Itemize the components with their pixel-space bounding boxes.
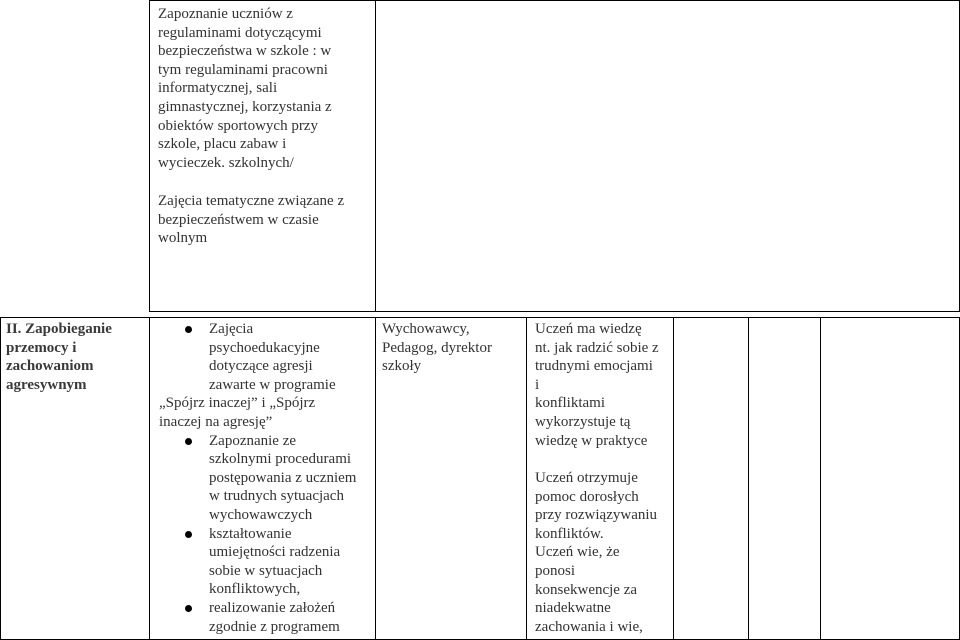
text-line: informatycznej, sali (158, 80, 278, 97)
text-line: bezpieczeństwa w szkole : w (158, 43, 332, 60)
text-line: pomoc dorosłych (535, 488, 639, 505)
list-item-line: Zajęcia (209, 321, 254, 337)
list-item-line: inaczej na agresję” (159, 413, 273, 430)
list-item-line: kształtowanie (209, 525, 292, 542)
row1-cell-right-blank (375, 0, 960, 312)
list-item (159, 320, 371, 394)
list-item-line: Zapoznanie ze (209, 432, 297, 449)
text-line: konfliktów. (535, 525, 604, 542)
list-item-line: sobie w sytuacjach (209, 562, 323, 579)
row1-activities-text (158, 5, 332, 172)
text-line: Uczeń ma wiedzę (535, 321, 642, 337)
row2-cell-blank-3 (820, 317, 960, 640)
text-line: zachowania i wie, (535, 618, 643, 635)
list-item-line: realizowanie założeń (209, 599, 336, 616)
bullet-icon (185, 531, 192, 538)
row1-activities-text-b (158, 192, 344, 248)
text-line: ponosi (535, 562, 576, 579)
text-line: regulaminami dotyczącymi (158, 24, 322, 41)
row2-cell-blank-2 (748, 317, 821, 640)
text-line: szkole, placu zabaw i (158, 136, 287, 153)
row2-outcomes-text-b (535, 469, 657, 636)
list-item-line: konfliktowych, (209, 581, 301, 598)
list-item-line: umiejętności radzenia (209, 544, 341, 561)
list-item-line: psychoedukacyjne (209, 339, 320, 356)
text-line: wolnym (158, 230, 208, 247)
bullet-icon (185, 438, 192, 445)
text-line: gimnastycznej, korzystania z (158, 98, 332, 115)
text-line: Pedagog, dyrektor (382, 339, 492, 356)
text-line: przy rozwiązywaniu (535, 507, 658, 524)
title-line: przemocy i (6, 339, 77, 356)
list-item (159, 525, 371, 599)
text-line: i (535, 376, 540, 393)
title-line: II. Zapobieganie (6, 321, 112, 337)
text-line: konfliktami (535, 395, 605, 412)
row2-outcomes-text (535, 320, 659, 450)
list-item-line: szkolnymi procedurami (209, 451, 352, 468)
list-item-line: wychowawczych (209, 506, 313, 523)
text-line: obiektów sportowych przy (158, 117, 318, 134)
text-line: trudnymi emocjami (535, 358, 653, 375)
row2-cell-blank-1 (673, 317, 749, 640)
list-item-line: postępowania z uczniem (209, 469, 357, 486)
list-item-line: w trudnych sytuacjach (209, 488, 344, 505)
list-item (159, 432, 371, 525)
text-line: szkoły (382, 358, 422, 375)
text-line: Uczeń wie, że (535, 544, 620, 561)
list-item (159, 599, 371, 636)
text-line: Zapoznanie uczniów z (158, 6, 293, 22)
text-line: konsekwencje za (535, 581, 638, 598)
row2-activities-list (159, 320, 371, 636)
text-line: Uczeń otrzymuje (535, 470, 638, 486)
text-line: wycieczek. szkolnych/ (158, 154, 294, 171)
row2-section-title (6, 320, 112, 394)
title-line: agresywnym (6, 376, 87, 393)
text-line: wykorzystuje tą (535, 413, 631, 430)
title-line: zachowaniom (6, 358, 94, 375)
bullet-icon (185, 326, 192, 333)
text-line: bezpieczeństwem w czasie (158, 211, 319, 228)
row2-responsible-text (382, 320, 492, 376)
list-item-line: zgodnie z programem (209, 618, 340, 635)
list-item-line: „Spójrz inaczej” i „Spójrz (159, 395, 316, 412)
text-line: nt. jak radzić sobie z (535, 339, 659, 356)
text-line: Zajęcia tematyczne związane z (158, 193, 345, 209)
list-item-line: zawarte w programie (209, 376, 336, 393)
bullet-icon (185, 605, 192, 612)
text-line: Wychowawcy, (382, 321, 470, 337)
list-item-continuation (159, 394, 371, 431)
text-line: tym regulaminami pracowni (158, 61, 328, 78)
text-line: wiedzę w praktyce (535, 432, 648, 449)
text-line: niadekwatne (535, 600, 611, 617)
list-item-line: dotyczące agresji (209, 358, 313, 375)
